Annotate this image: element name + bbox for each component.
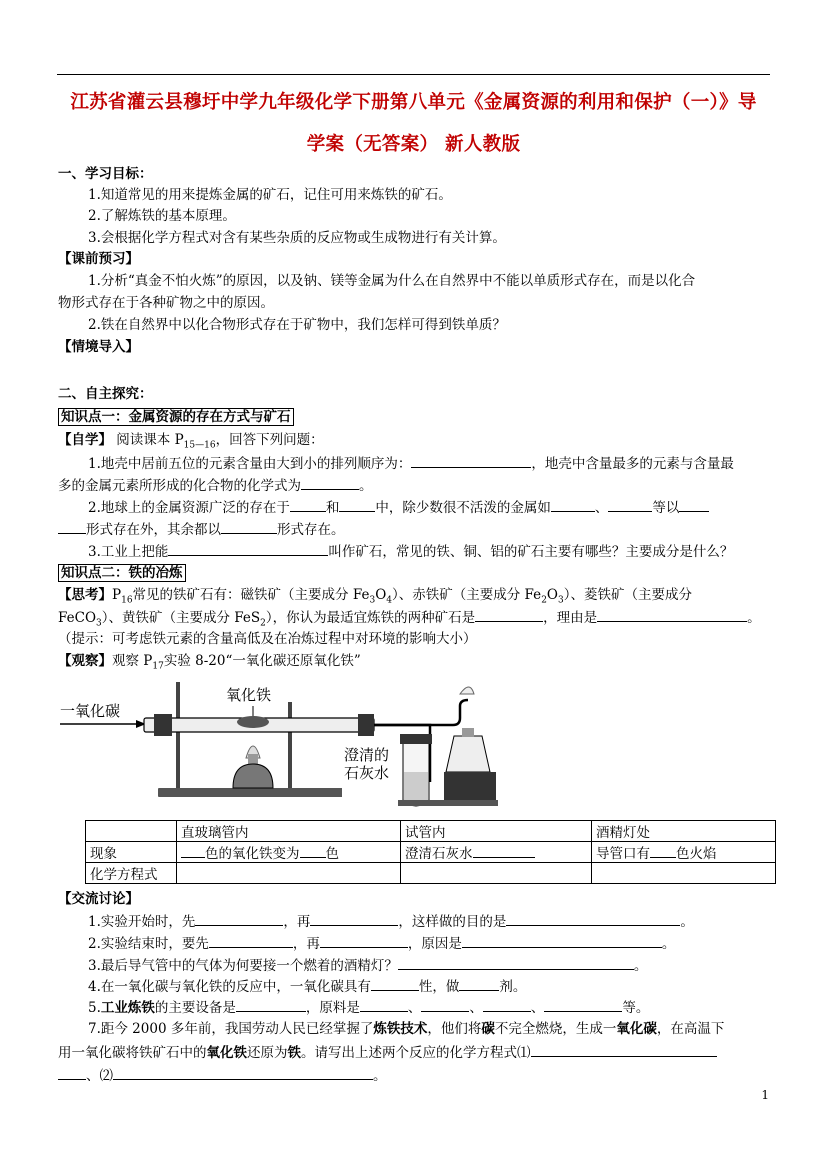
answer-blank[interactable] bbox=[58, 520, 86, 534]
answer-blank[interactable] bbox=[339, 498, 375, 512]
preview-q1-line1: 1.分析“真金不怕火炼”的原因，以及钠、镁等金属为什么在自然界中不能以单质形式存在，而是以化合 bbox=[88, 273, 696, 289]
answer-blank[interactable] bbox=[320, 934, 408, 948]
answer-blank[interactable] bbox=[650, 844, 676, 858]
section-explore-heading: 二、自主探究： bbox=[58, 386, 153, 402]
discussion-q7-line3: 、⑵ 。 bbox=[58, 1066, 387, 1085]
observation-table bbox=[85, 820, 776, 884]
goal-2: 2.了解炼铁的基本原理。 bbox=[88, 208, 236, 224]
table-corner bbox=[86, 821, 177, 842]
doc-title-line2: 学案（无答案） 新人教版 bbox=[306, 134, 521, 155]
discussion-q7-line2: 用一氧化碳将铁矿石中的氧化铁还原为铁。请写出上述两个反应的化学方程式⑴ bbox=[58, 1043, 717, 1062]
discussion-q3: 3.最后导气管中的气体为何要接一个燃着的酒精灯？ 。 bbox=[88, 958, 648, 974]
scene-heading: 【情境导入】 bbox=[58, 339, 139, 355]
think-line1: 【思考】$P_{16}$常见的铁矿石有：磁铁矿（主要成分 $Fe_3O_4$）、赤铁矿（主要成分 $Fe_2O_3$）、菱铁矿（主要成分 bbox=[58, 587, 692, 606]
q3-line: 3.工业上把能 叫作矿石，常见的铁、铜、铝的矿石主要有哪些？主要成分是什么？ bbox=[88, 544, 734, 560]
fe2o3-label: 氧化铁 bbox=[226, 686, 272, 704]
preview-heading: 【课前预习】 bbox=[58, 251, 139, 267]
answer-blank[interactable] bbox=[310, 912, 398, 926]
cell-lamp-equation[interactable] bbox=[592, 863, 776, 884]
answer-blank[interactable] bbox=[195, 912, 283, 926]
discussion-q7-line1: 7.距今 2000 多年前，我国劳动人民已经掌握了炼铁技术，他们将碳不完全燃烧，生成一氧化碳，在高温下 bbox=[88, 1021, 725, 1037]
cell-glass-tube-phenomenon: 色的氧化铁变为 色 bbox=[177, 842, 401, 863]
observe-line: 【观察】观察 $P_{17}$实验 8-20“一氧化碳还原氧化铁” bbox=[58, 653, 361, 672]
knowledge-point-2: 知识点二：铁的冶炼 bbox=[58, 564, 186, 582]
goal-1: 1.知道常见的用来提炼金属的矿石，记住可用来炼铁的矿石。 bbox=[88, 187, 452, 203]
answer-blank[interactable] bbox=[411, 454, 531, 468]
answer-blank[interactable] bbox=[551, 498, 595, 512]
answer-blank[interactable] bbox=[608, 498, 652, 512]
answer-blank[interactable] bbox=[462, 934, 662, 948]
answer-blank[interactable] bbox=[181, 844, 205, 858]
preview-q2: 2.铁在自然界中以化合物形式存在于矿物中，我们怎样可得到铁单质？ bbox=[88, 317, 506, 333]
answer-blank[interactable] bbox=[531, 1043, 717, 1057]
doc-title-line1: 江苏省灌云县穆圩中学九年级化学下册第八单元《金属资源的利用和保护（一）》导 bbox=[70, 92, 757, 113]
col-header-lamp: 酒精灯处 bbox=[592, 821, 776, 842]
cell-glass-tube-equation[interactable] bbox=[177, 863, 401, 884]
answer-blank[interactable] bbox=[113, 1066, 373, 1080]
answer-blank[interactable] bbox=[209, 934, 293, 948]
answer-blank[interactable] bbox=[360, 998, 408, 1012]
discussion-q4: 4.在一氧化碳与氧化铁的反应中，一氧化碳具有 性，做 剂。 bbox=[88, 979, 527, 995]
row-header-phenomenon: 现象 bbox=[86, 842, 177, 863]
answer-blank[interactable] bbox=[290, 498, 326, 512]
answer-blank[interactable] bbox=[597, 608, 747, 622]
answer-blank[interactable] bbox=[221, 520, 277, 534]
answer-blank[interactable] bbox=[421, 998, 469, 1012]
goal-3: 3.会根据化学方程式对含有某些杂质的反应物或生成物进行有关计算。 bbox=[88, 230, 506, 246]
discussion-heading: 【交流讨论】 bbox=[58, 891, 139, 907]
think-line2: FeCO$_3$）、黄铁矿（主要成分 FeS$_2$），你认为最适宜炼铁的两种矿石是 ，理由是 。 bbox=[58, 610, 761, 629]
answer-blank[interactable] bbox=[679, 498, 709, 512]
header-rule bbox=[57, 74, 770, 75]
answer-blank[interactable] bbox=[236, 998, 306, 1012]
col-header-glass-tube: 直玻璃管内 bbox=[177, 821, 401, 842]
answer-blank[interactable] bbox=[473, 844, 535, 858]
limewater-label-2: 石灰水 bbox=[344, 764, 390, 782]
col-header-test-tube: 试管内 bbox=[401, 821, 592, 842]
answer-blank[interactable] bbox=[544, 998, 622, 1012]
co-reduction-apparatus-figure bbox=[58, 672, 518, 818]
q2-line2: 形式存在外，其余都以 形式存在。 bbox=[58, 520, 345, 539]
preview-q1-line2: 物形式存在于各种矿物之中的原因。 bbox=[58, 295, 274, 311]
answer-blank[interactable] bbox=[483, 998, 531, 1012]
self-study-line: 【自学】 阅读课本 $P_{15—16}$，回答下列问题： bbox=[58, 432, 324, 451]
answer-blank[interactable] bbox=[459, 977, 499, 991]
discussion-q1: 1.实验开始时，先 ，再 ，这样做的目的是 。 bbox=[88, 914, 694, 930]
q1-line2: 多的金属元素所形成的化合物的化学式为 。 bbox=[58, 478, 373, 494]
page-number: 1 bbox=[761, 1088, 769, 1102]
think-hint: （提示：可考虑铁元素的含量高低及在冶炼过程中对环境的影响大小） bbox=[58, 631, 477, 647]
cell-lamp-phenomenon: 导管口有 色火焰 bbox=[592, 842, 776, 863]
section-goals-heading: 一、学习目标： bbox=[58, 166, 153, 182]
answer-blank[interactable] bbox=[58, 1066, 86, 1080]
answer-blank[interactable] bbox=[301, 476, 359, 490]
answer-blank[interactable] bbox=[398, 956, 634, 970]
q2-line1: 2.地球上的金属资源广泛的存在于 和 中，除少数很不活泼的金属如 、 等以 bbox=[88, 498, 709, 517]
q1-line1: 1.地壳中居前五位的元素含量由大到小的排列顺序为： ，地壳中含量最多的元素与含量最 bbox=[88, 456, 734, 472]
cell-test-tube-phenomenon: 澄清石灰水 bbox=[401, 842, 592, 863]
answer-blank[interactable] bbox=[506, 912, 680, 926]
answer-blank[interactable] bbox=[371, 977, 419, 991]
discussion-q5: 5.工业炼铁的主要设备是 ，原料是 、 、 、 等。 bbox=[88, 1000, 650, 1016]
limewater-label-1: 澄清的 bbox=[344, 746, 390, 764]
answer-blank[interactable] bbox=[168, 542, 328, 556]
knowledge-point-1: 知识点一：金属资源的存在方式与矿石 bbox=[58, 408, 294, 426]
cell-test-tube-equation[interactable] bbox=[401, 863, 592, 884]
answer-blank[interactable] bbox=[300, 844, 326, 858]
discussion-q2: 2.实验结束时，要先 ，再 ，原因是 。 bbox=[88, 936, 676, 952]
answer-blank[interactable] bbox=[475, 608, 543, 622]
co-label: 一氧化碳 bbox=[60, 702, 121, 720]
row-header-equation: 化学方程式 bbox=[86, 863, 177, 884]
